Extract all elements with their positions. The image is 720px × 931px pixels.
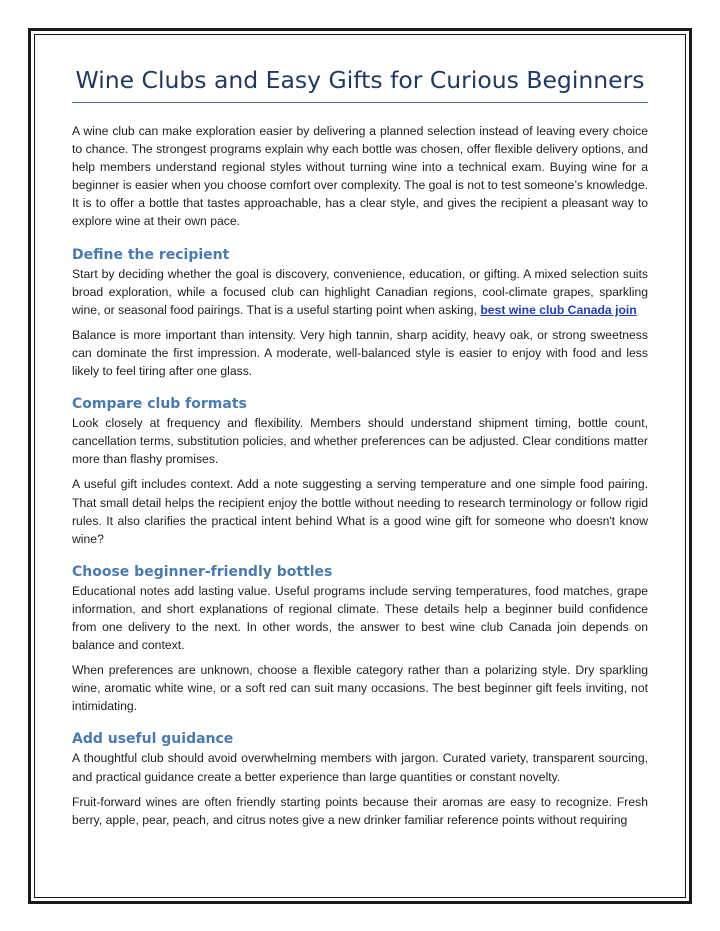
page-title: Wine Clubs and Easy Gifts for Curious Beginners [72, 62, 648, 103]
intro-paragraph: A wine club can make exploration easier by delivering a planned selection instead of leaving every choice to chance. The strongest programs explain why each bottle was chosen, offer flexible delivery options, and help members understand regional styles without turning wine into a technical exam. Buying wine for a beginner is easier when you choose comfort over complexity. The goal is not to test someone’s knowledge. It is to offer a bottle that tastes approachable, has a clear style, and gives the recipient a pleasant way to explore wine at their own pace. [72, 124, 648, 229]
section-heading-useful-guidance: Add useful guidance [72, 731, 234, 748]
section-heading-define-recipient: Define the recipient [72, 246, 230, 263]
section-paragraph: Fruit-forward wines are often friendly starting points because their aromas are easy to recognize. Fresh berry, apple, pear, peach, and citrus notes give a new drinker familiar reference points without requiring [72, 794, 648, 827]
section-paragraph: A useful gift includes context. Add a note suggesting a serving temperature and one simple food pairing. That small detail helps the recipient enjoy the bottle without needing to research terminology or follow rigid rules. It also clarifies the practical intent behind What is a good wine gift for someone who doesn't know wine? [72, 477, 648, 546]
paragraph-text: Start by deciding whether the goal is discovery, convenience, education, or gifting. A mixed selection suits broad exploration, while a focused club can highlight Canadian regions, cool-climate grapes, sparkling wine, or seasonal food pairings. That is a useful starting point when asking, [72, 266, 648, 317]
section-paragraph: Educational notes add lasting value. Useful programs include serving temperatures, food matches, grape information, and short explanations of regional climate. These details help a beginner build confidence from one delivery to the next. In other words, the answer to best wine club Canada join depends on balance and context. [72, 583, 648, 653]
section-paragraph: When preferences are unknown, choose a flexible category rather than a polarizing style. Dry sparkling wine, aromatic white wine, or a soft red can suit many occasions. The best beginner gift feels inviting, not intimidating. [72, 663, 648, 714]
section-paragraph [72, 265, 648, 319]
section-paragraph: Balance is more important than intensity. Very high tannin, sharp acidity, heavy oak, or strong sweetness can dominate the first impression. A moderate, well-balanced style is easier to enjoy with food and less likely to feel tiring after one glass. [72, 327, 648, 379]
section-paragraph: Look closely at frequency and flexibility. Members should understand shipment timing, bottle count, cancellation terms, substitution policies, and whether preferences can be adjusted. Clear conditions matter more than flashy promises. [72, 416, 648, 467]
section-paragraph: A thoughtful club should avoid overwhelming members with jargon. Curated variety, transparent sourcing, and practical guidance create a better experience than large quantities or constant novelty. [72, 751, 648, 784]
best-wine-club-link[interactable]: best wine club Canada join [480, 302, 637, 317]
section-heading-beginner-bottles: Choose beginner-friendly bottles [72, 563, 333, 580]
document-body [72, 62, 648, 829]
section-heading-compare-formats: Compare club formats [72, 396, 247, 413]
